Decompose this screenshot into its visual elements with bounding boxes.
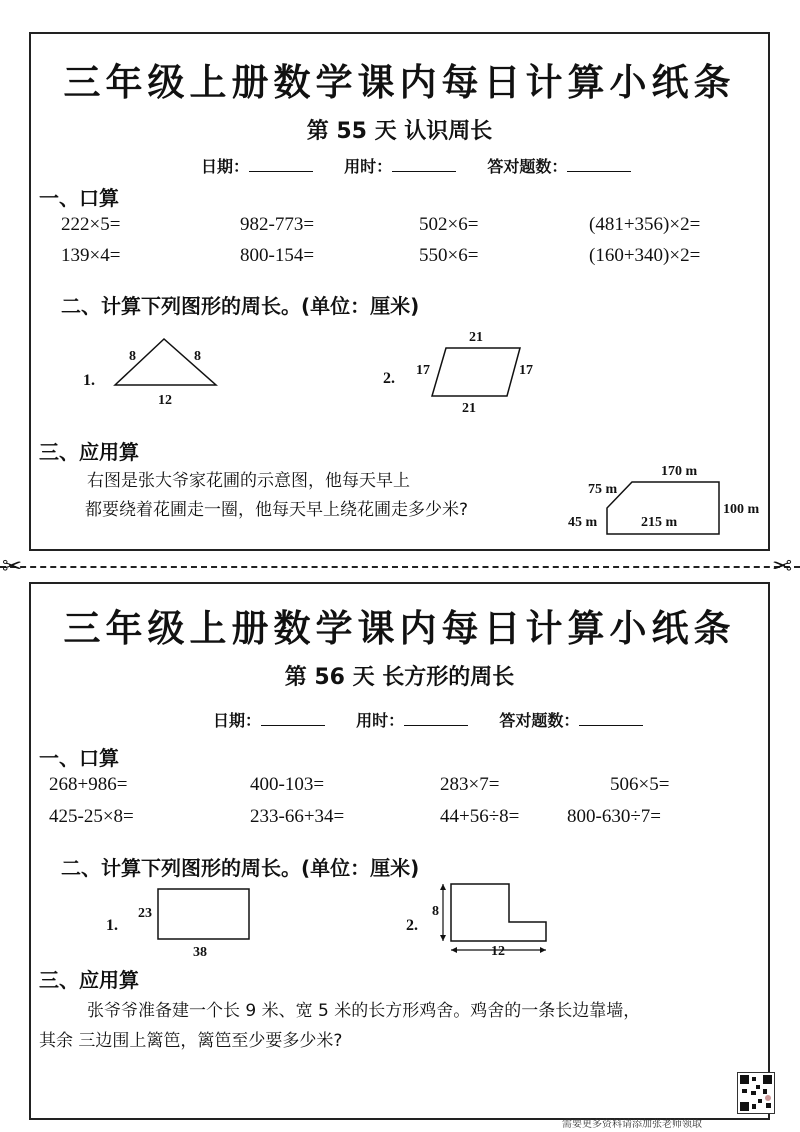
- cut-line: [0, 566, 800, 568]
- worksheet-subtitle: 第 55 天 认识周长: [306, 119, 493, 144]
- l-shape-width-label: 12: [491, 944, 505, 959]
- triangle-right-label: 8: [194, 349, 201, 364]
- parallelogram-right-label: 17: [519, 363, 533, 378]
- problem: 550×6=: [419, 245, 479, 266]
- worksheet-subtitle: 第 56 天 长方形的周长: [284, 665, 515, 690]
- rectangle-bottom-label: 38: [193, 945, 207, 960]
- problem: 506×5=: [610, 774, 670, 795]
- garden-slant-label: 75 m: [588, 482, 618, 497]
- parallelogram-left-label: 17: [416, 363, 430, 378]
- score-label: 答对题数：: [499, 711, 580, 730]
- problem: 222×5=: [61, 214, 121, 235]
- footer-note: 需要更多资料请添加张老师领取: [562, 1119, 702, 1130]
- qr-code-image: [737, 1072, 775, 1114]
- figure-number: 2.: [406, 917, 418, 934]
- problem-text: 右图是张大爷家花圃的示意图，他每天早上: [87, 471, 410, 491]
- problem: 283×7=: [440, 774, 500, 795]
- l-shape-height-label: 8: [432, 904, 439, 919]
- worksheet-title: 三年级上册数学课内每日计算小纸条: [63, 607, 736, 650]
- problem: 982-773=: [240, 214, 315, 235]
- date-label: 日期：: [213, 711, 262, 730]
- figure-number: 1.: [106, 917, 118, 934]
- score-label: 答对题数：: [487, 157, 568, 176]
- worksheet-day56: [29, 582, 770, 1120]
- garden-right-label: 100 m: [723, 502, 760, 517]
- worksheet-title: 三年级上册数学课内每日计算小纸条: [63, 61, 736, 104]
- problem: 800-154=: [240, 245, 315, 266]
- problem: (160+340)×2=: [589, 245, 701, 266]
- scissors-icon: ✂: [2, 552, 23, 580]
- garden-top-label: 170 m: [661, 464, 698, 479]
- problem: 800-630÷7=: [567, 806, 661, 827]
- time-label: 用时：: [344, 157, 393, 176]
- section-heading-perimeter: 二、计算下列图形的周长。(单位：厘米): [61, 856, 420, 880]
- triangle-bottom-label: 12: [158, 393, 172, 408]
- problem: 233-66+34=: [250, 806, 345, 827]
- section-heading-application: 三、应用算: [39, 440, 139, 464]
- figure-number: 1.: [83, 372, 95, 389]
- garden-left-label: 45 m: [568, 515, 598, 530]
- parallelogram-top-label: 21: [469, 330, 483, 345]
- problem: 139×4=: [61, 245, 121, 266]
- problem: 44+56÷8=: [440, 806, 520, 827]
- triangle-left-label: 8: [129, 349, 136, 364]
- section-heading-perimeter: 二、计算下列图形的周长。(单位：厘米): [61, 294, 420, 318]
- problem: 502×6=: [419, 214, 479, 235]
- qr-code-pattern: [738, 1073, 774, 1113]
- date-label: 日期：: [201, 157, 250, 176]
- section-heading-oral: 一、口算: [39, 746, 119, 770]
- rectangle-left-label: 23: [138, 906, 152, 921]
- worksheet-day55: [29, 32, 770, 551]
- figure-number: 2.: [383, 370, 395, 387]
- parallelogram-bottom-label: 21: [462, 401, 476, 416]
- problem: 268+986=: [49, 774, 128, 795]
- problem-text: 都要绕着花圃走一圈，他每天早上绕花圃走多少米?: [85, 500, 469, 520]
- time-label: 用时：: [356, 711, 405, 730]
- scissors-icon: ✂: [772, 552, 793, 580]
- section-heading-oral: 一、口算: [39, 186, 119, 210]
- garden-bottom-label: 215 m: [641, 515, 678, 530]
- problem: (481+356)×2=: [589, 214, 701, 235]
- problem: 400-103=: [250, 774, 325, 795]
- problem-text: 其余 三边围上篱笆，篱笆至少要多少米?: [39, 1031, 343, 1051]
- section-heading-application: 三、应用算: [39, 968, 139, 992]
- problem-text: 张爷爷准备建一个长 9 米、宽 5 米的长方形鸡舍。鸡舍的一条长边靠墙，: [87, 1001, 641, 1021]
- problem: 425-25×8=: [49, 806, 134, 827]
